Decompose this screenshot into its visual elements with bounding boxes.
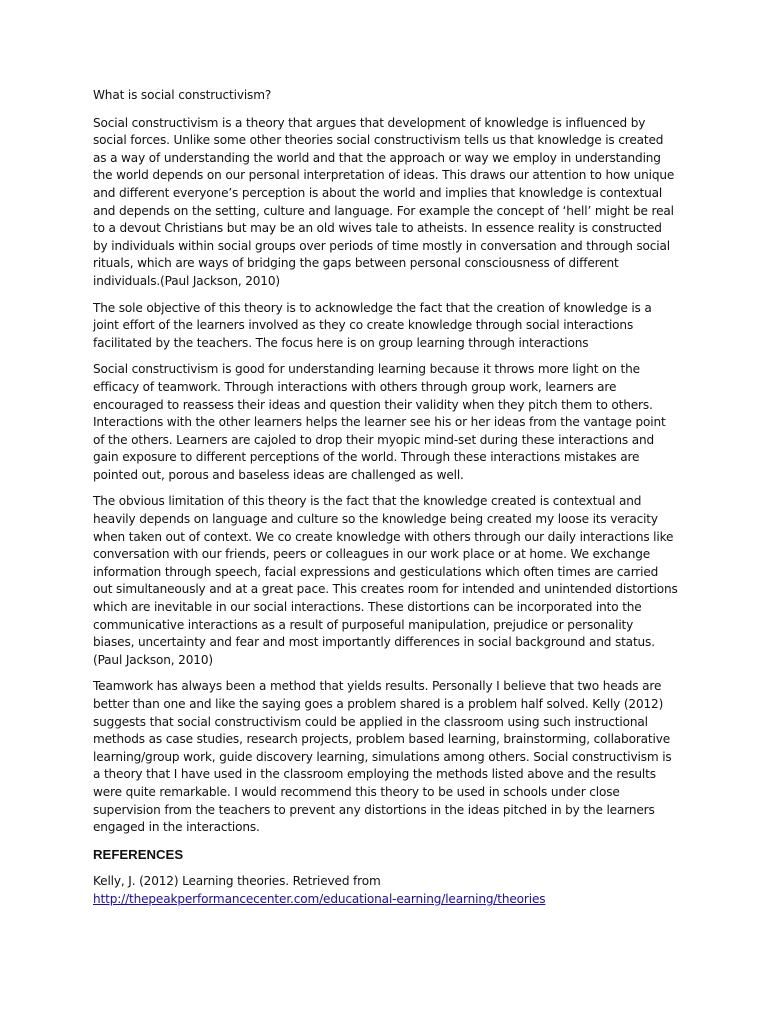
reference-text: Kelly, J. (2012) Learning theories. Retrieved from <box>93 874 381 889</box>
document-page <box>93 87 678 909</box>
reference-link[interactable]: http://thepeakperformancecenter.com/educational-earning/learning/theories <box>93 891 546 906</box>
paragraph-objective: The sole objective of this theory is to acknowledge the fact that the creation of knowledge is a joint effort of the learners involved as they co create knowledge through social interactions facilitated by the teachers. The focus here is on group learning through interactions <box>93 300 652 350</box>
paragraph-definition: Social constructivism is a theory that argues that development of knowledge is influenced by social forces. Unlike some other theories social constructivism tells us that knowledge is created as a way of understanding the world and that the approach or way we employ in understanding the world depends on our personal interpretation of ideas. This draws our attention to how unique and different everyone’s perception is about the world and implies that knowledge is contextual and depends on the setting, culture and language. For example the concept of ‘hell’ might be real to a devout Christians but may be an old wives tale to atheists. In essence reality is constructed by individuals within social groups over periods of time mostly in conversation and through social rituals, which are ways of bridging the gaps between personal consciousness of different individuals.(Paul Jackson, 2010) <box>93 115 675 288</box>
paragraph-classroom-application: Teamwork has always been a method that yields results. Personally I believe that two heads are better than one and like the saying goes a problem shared is a problem half solved. Kelly (2012) suggests that social constructivism could be applied in the classroom using such instructional methods as case studies, research projects, problem based learning, brainstorming, collaborative learning/group work, guide discovery learning, simulations among others. Social constructivism is a theory that I have used in the classroom employing the methods listed above and the results were quite remarkable. I would recommend this theory to be used in schools under close supervision from the teachers to prevent any distortions in the ideas pitched in by the learners engaged in the interactions. <box>93 679 672 835</box>
references-heading: REFERENCES <box>93 846 184 862</box>
reference-entry <box>93 873 678 908</box>
paragraph-limitations: The obvious limitation of this theory is the fact that the knowledge created is contextual and heavily depends on language and culture so the knowledge being created my loose its veracity when taken out of context. We co create knowledge with others through our daily interactions like conversation with our friends, peers or colleagues in our work place or at home. We exchange information through speech, facial expressions and gesticulations which often times are carried out simultaneously and at a great pace. This creates room for intended and unintended distortions which are inevitable in our social interactions. These distortions can be incorporated into the communicative interactions as a result of purposeful manipulation, prejudice or personality biases, uncertainty and fear and most importantly differences in social background and status. (Paul Jackson, 2010) <box>93 494 678 667</box>
paragraph-teamwork-efficacy: Social constructivism is good for understanding learning because it throws more light on the efficacy of teamwork. Through interactions with others through group work, learners are encouraged to reassess their ideas and question their validity when they pitch them to others. Interactions with the other learners helps the learner see his or her ideas from the vantage point of the others. Learners are cajoled to drop their myopic mind-set during these interactions and gain exposure to different perceptions of the world. Through these interactions mistakes are pointed out, porous and baseless ideas are challenged as well. <box>93 362 666 482</box>
question-heading: What is social constructivism? <box>93 88 272 102</box>
